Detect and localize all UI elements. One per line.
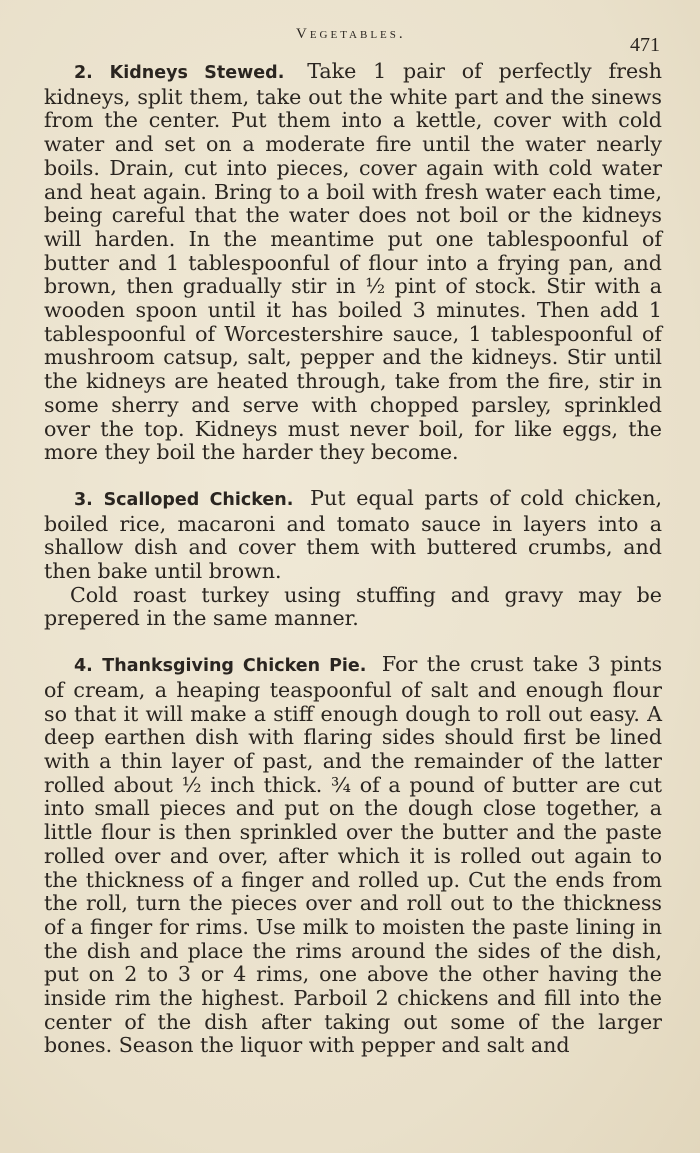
recipe-text: Take 1 pair of perfectly fresh kidneys, split them, take out the white part and the sinews from the center. Put them into a kettle, cover with cold water and set on a moderate fire until the water nearly boils. Drain, cut into pieces, cover again with cold water and heat again. Bring to a boil with fresh water each time, being careful that the water does not boil or the kidneys will harden. In the meantime put one tablespoonful of butter and 1 tablespoonful of flour into a frying pan, and brown, then gradually stir in ½ pint of stock. Stir with a wooden spoon until it has boiled 3 minutes. Then add 1 tablespoonful of Worcestershire sauce, 1 tablespoonful of mushroom catsup, salt, pepper and the kidneys. Stir until the kidneys are heated through, take from the fire, stir in some sherry and serve with chopped parsley, sprinkled over the top. Kidneys must never boil, for like eggs, the more they boil the harder they become.: [44, 59, 662, 465]
recipe-text: For the crust take 3 pints of cream, a heaping teaspoonful of salt and enough flour so that it will make a stiff enough dough to roll out easy. A deep earthen dish with flaring sides should first be lined with a thin layer of past, and the remainder of the latter rolled about ½ inch thick. ¾ of a pound of butter are cut into small pieces and put on the dough close together, a little flour is then sprinkled over the butter and the paste rolled over and over, after which it is rolled out again to the thickness of a finger and rolled up. Cut the ends from the roll, turn the pieces over and roll out to the thickness of a finger for rims. Use milk to moisten the paste lining in the dish and place the rims around the sides of the dish, put on 2 to 3 or 4 rims, one above the other having the inside rim the highest. Parboil 2 chickens and fill into the center of the dish after taking out some of the larger bones. Season the liquor with pepper and salt and: [44, 652, 663, 1058]
recipe-paragraph: [44, 60, 662, 465]
recipe-title: Thanksgiving Chicken Pie.: [102, 656, 367, 677]
recipe-number: 2.: [74, 63, 93, 83]
recipe-number: 3.: [74, 489, 93, 510]
recipe-paragraph: Cold roast turkey using stuffing and gravy may be prepered in the same manner.: [44, 582, 662, 631]
recipe-thanksgiving-chicken-pie: [44, 653, 662, 1058]
running-head: Vegetables.: [296, 26, 406, 42]
recipe-title: Scalloped Chicken.: [103, 489, 294, 510]
page-header: [44, 24, 662, 60]
recipe-paragraph: [44, 653, 662, 1058]
recipe-paragraph: [44, 487, 662, 584]
page-number: 471: [630, 34, 660, 56]
recipe-kidneys-stewed: [44, 60, 662, 465]
recipe-text: Put equal parts of cold chicken, boiled rice, macaroni and tomato sauce in layers into a shallow dish and cover them with buttered crumbs, and then bake until brown.: [44, 485, 663, 584]
recipe-title: Kidneys Stewed.: [109, 63, 285, 83]
recipe-number: 4.: [74, 656, 93, 677]
recipe-scalloped-chicken: [44, 487, 662, 631]
